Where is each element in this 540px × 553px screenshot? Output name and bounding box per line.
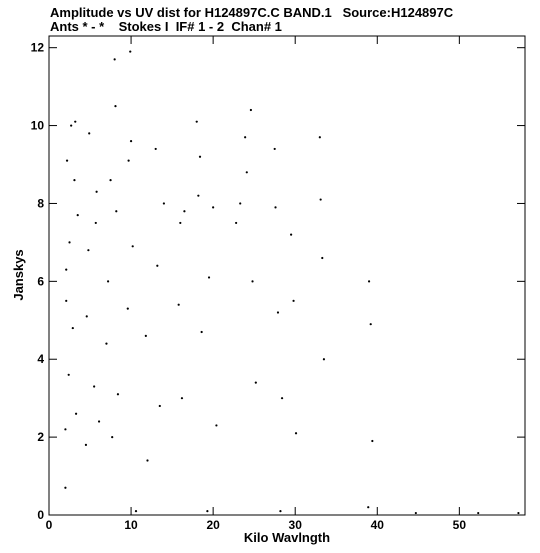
data-point xyxy=(156,265,158,267)
data-point xyxy=(98,420,100,422)
data-point xyxy=(178,304,180,306)
x-axis-label: Kilo Wavlngth xyxy=(243,530,331,545)
data-point xyxy=(215,424,217,426)
axis-ticks xyxy=(31,36,525,532)
data-point xyxy=(109,179,111,181)
data-point xyxy=(319,136,321,138)
data-point xyxy=(292,300,294,302)
data-point xyxy=(130,140,132,142)
data-points xyxy=(64,50,519,514)
data-point xyxy=(477,512,479,514)
data-point xyxy=(86,315,88,317)
y-tick-label: 6 xyxy=(37,274,44,289)
data-point xyxy=(70,124,72,126)
data-point xyxy=(65,269,67,271)
data-point xyxy=(117,393,119,395)
data-point xyxy=(68,374,70,376)
data-point xyxy=(321,257,323,259)
data-point xyxy=(66,160,68,162)
data-point xyxy=(159,405,161,407)
x-tick-label: 10 xyxy=(124,518,138,532)
data-point xyxy=(111,436,113,438)
data-point xyxy=(201,331,203,333)
data-point xyxy=(93,385,95,387)
data-point xyxy=(74,121,76,123)
data-point xyxy=(517,512,519,514)
data-point xyxy=(239,202,241,204)
data-point xyxy=(274,206,276,208)
data-point xyxy=(371,440,373,442)
data-point xyxy=(274,148,276,150)
data-point xyxy=(279,510,281,512)
data-point xyxy=(105,343,107,345)
x-tick-label: 0 xyxy=(45,518,53,532)
y-tick-label: 0 xyxy=(37,508,44,522)
data-point xyxy=(88,132,90,134)
data-point xyxy=(281,397,283,399)
data-point xyxy=(77,214,79,216)
data-point xyxy=(87,249,89,251)
data-point xyxy=(145,335,147,337)
x-tick-label: 50 xyxy=(452,518,467,532)
data-point xyxy=(320,198,322,200)
data-point xyxy=(208,276,210,278)
data-point xyxy=(95,222,97,224)
x-tick-label: 40 xyxy=(370,518,384,532)
data-point xyxy=(277,311,279,313)
x-tick-label: 20 xyxy=(206,518,220,532)
data-point xyxy=(183,210,185,212)
plot-frame xyxy=(49,36,525,515)
data-point xyxy=(73,179,75,181)
data-point xyxy=(75,413,77,415)
data-point xyxy=(129,50,131,52)
data-point xyxy=(235,222,237,224)
data-point xyxy=(199,156,201,158)
data-point xyxy=(206,510,208,512)
data-point xyxy=(96,191,98,193)
data-point xyxy=(135,510,137,512)
data-point xyxy=(323,358,325,360)
data-point xyxy=(85,444,87,446)
data-point xyxy=(295,432,297,434)
data-point xyxy=(64,487,66,489)
chart-title-line-1: Amplitude vs UV dist for H124897C.C BAND.1 Source:H124897C xyxy=(50,5,454,20)
data-point xyxy=(244,136,246,138)
data-point xyxy=(128,160,130,162)
data-point xyxy=(368,280,370,282)
data-point xyxy=(127,308,129,310)
data-point xyxy=(251,280,253,282)
data-point xyxy=(367,506,369,508)
y-tick-label: 2 xyxy=(37,430,44,445)
data-point xyxy=(196,121,198,123)
data-point xyxy=(181,397,183,399)
data-point xyxy=(370,323,372,325)
data-point xyxy=(255,381,257,383)
x-tick-label: 30 xyxy=(288,518,302,532)
data-point xyxy=(179,222,181,224)
data-point xyxy=(246,171,248,173)
data-point xyxy=(65,300,67,302)
data-point xyxy=(114,105,116,107)
y-tick-label: 10 xyxy=(30,118,44,133)
data-point xyxy=(68,241,70,243)
data-point xyxy=(163,202,165,204)
data-point xyxy=(250,109,252,111)
data-point xyxy=(114,58,116,60)
data-point xyxy=(415,512,417,514)
y-tick-label: 4 xyxy=(37,352,44,367)
data-point xyxy=(107,280,109,282)
data-point xyxy=(115,210,117,212)
data-point xyxy=(64,428,66,430)
data-point xyxy=(72,327,74,329)
data-point xyxy=(212,206,214,208)
data-point xyxy=(132,245,134,247)
chart-title-line-2: Ants * - * Stokes I IF# 1 - 2 Chan# 1 xyxy=(50,19,282,34)
data-point xyxy=(290,234,292,236)
data-point xyxy=(155,148,157,150)
data-point xyxy=(146,459,148,461)
y-tick-label: 8 xyxy=(37,196,44,211)
y-tick-label: 12 xyxy=(30,40,44,55)
y-axis-label: Janskys xyxy=(11,249,26,301)
data-point xyxy=(197,195,199,197)
